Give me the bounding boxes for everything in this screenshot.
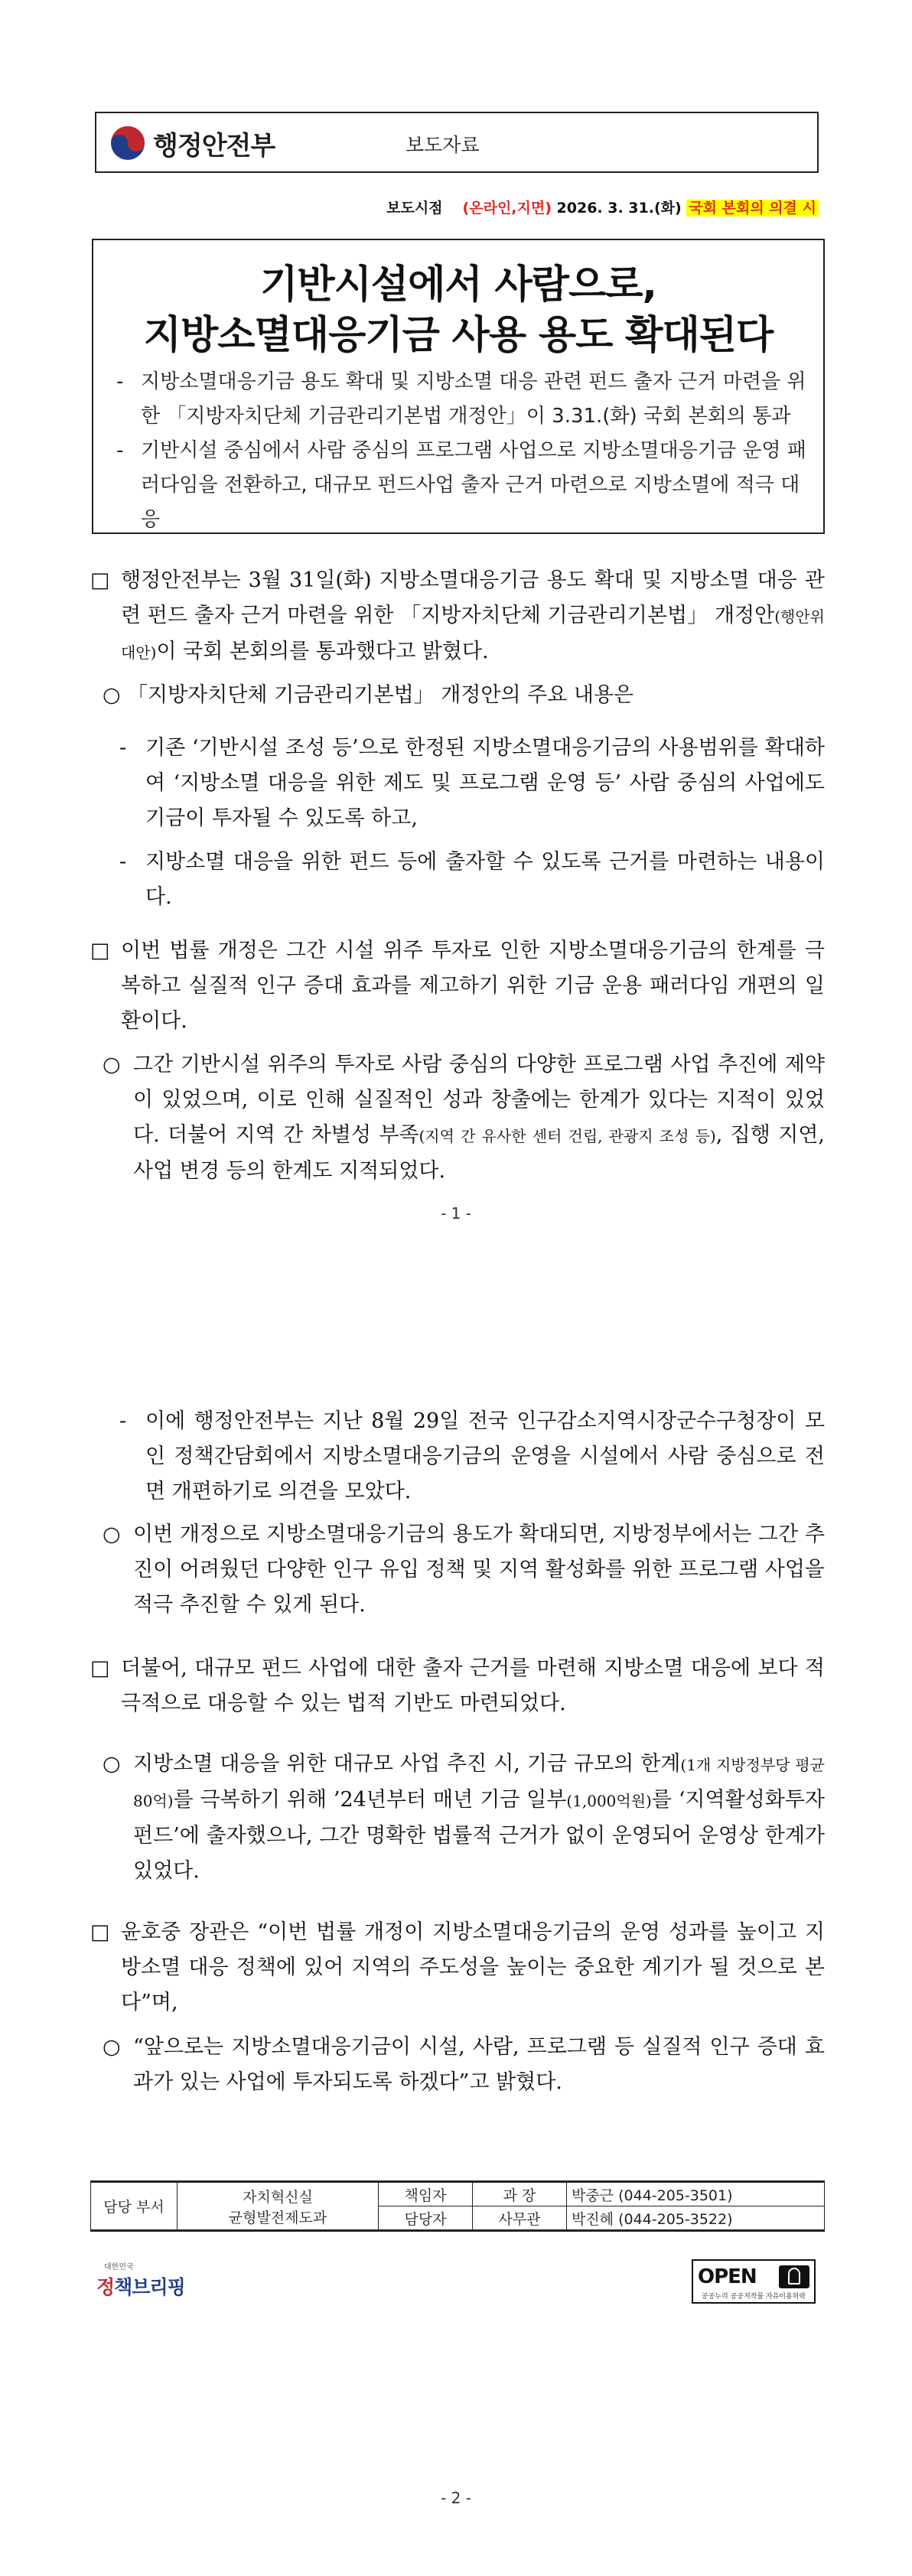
detail-text: 기존 ‘기반시설 조성 등’으로 한정된 지방소멸대응기금의 사용범위를 확대하여 ‘지방소멸 대응을 위한 제도 및 프로그램 운영 등’ 사람 중심의 사업에도 기금이 투자될 수 있도록 하고,	[145, 736, 825, 830]
sub-item-text: “앞으로는 지방소멸대응기금이 시설, 사람, 프로그램 등 실질적 인구 증대 효과가 있는 사업에 투자되도록 하겠다”고 밝혔다.	[133, 2035, 825, 2094]
paragraph-3	[90, 1651, 825, 1721]
taegeuk-emblem-icon	[110, 125, 145, 161]
subtitle-text: 지방소멸대응기금 용도 확대 및 지방소멸 대응 관련 펀드 출자 근거 마련을 위한 「지방자치단체 기금관리기본법 개정안」이 3.31.(화) 국회 본회의 통과	[141, 370, 806, 428]
attribution-icon	[779, 2265, 809, 2288]
embargo-date: 2026. 3. 31.(화)	[556, 200, 682, 217]
sub-item-text: 그간 기반시설 위주의 투자로 사람 중심의 다양한 프로그램 사업 추진에 제약이 있었으며, 이로 인해 실질적인 성과 창출에는 한계가 있다는 지적이 있었다. 더불어 지역 간 차별성 부족(지역 간 유사한 센터 건립, 관광지 조성 등), 집행 지연, 사업 변경 등의 한계도 지적되었다.	[133, 1053, 825, 1183]
page-2	[0, 1288, 912, 2576]
embargo-condition: 국회 본회의 의결 시	[686, 200, 819, 217]
box-bullet: □	[90, 1920, 110, 1944]
circle-bullet: ○	[103, 1522, 121, 1546]
circle-bullet: ○	[103, 683, 121, 707]
detail-text: 지방소멸 대응을 위한 펀드 등에 출자할 수 있도록 근거를 마련하는 내용이다.	[145, 850, 825, 909]
sub-item-text: 이번 개정으로 지방소멸대응기금의 용도가 확대되면, 지방정부에서는 그간 추진이 어려웠던 다양한 인구 유입 정책 및 지역 활성화를 위한 프로그램 사업을 적극 추진할 수 있게 된다.	[133, 1522, 825, 1617]
note-small: (지역 간 유사한 센터 건립, 관광지 조성 등)	[419, 1127, 716, 1145]
box-bullet: □	[90, 939, 110, 962]
person-cell: 박중근 (044-205-3501)	[567, 2182, 825, 2206]
paragraph-4	[90, 1915, 825, 2021]
note-small: (1,000억원)	[566, 1792, 652, 1810]
headline-line-2: 지방소멸대응기금 사용 용도 확대된다	[143, 313, 774, 358]
title-cell: 과 장	[473, 2182, 567, 2206]
sub-item-3-1	[103, 1747, 825, 1889]
table-row	[91, 2182, 825, 2206]
sub-item-4-1	[103, 2030, 825, 2100]
circle-bullet: ○	[103, 1752, 121, 1776]
header-box	[95, 112, 819, 173]
open-label: OPEN	[698, 2265, 757, 2288]
ministry-logo	[110, 124, 275, 162]
box-bullet: □	[90, 1656, 110, 1680]
sub-item-1-1	[103, 678, 825, 713]
circle-bullet: ○	[103, 1053, 121, 1076]
headline-line-1: 기반시설에서 사람으로,	[260, 262, 656, 308]
person-cell: 박진혜 (044-205-3522)	[567, 2206, 825, 2231]
dash-marker: -	[116, 370, 124, 393]
note-small: (행안위 대안)	[121, 607, 825, 662]
sub-item-2-1	[103, 1047, 825, 1189]
dept-cell: 자치혁신실 균형발전제도과	[178, 2182, 379, 2231]
detail-item-3	[119, 1404, 825, 1509]
paragraph-1	[90, 563, 825, 670]
title-box	[92, 239, 825, 534]
subtitle-2	[116, 434, 813, 537]
sub-item-text: 지방소멸 대응을 위한 대규모 사업 추진 시, 기금 규모의 한계(1개 지방정부당 평균 80억)를 극복하기 위해 ’24년부터 매년 기금 일부(1,000억원)를 ‘지역활성화투자펀드’에 출자했으나, 그간 명확한 법률적 근거가 없이 운영되어 운영상 한계가 있었다.	[133, 1752, 825, 1883]
policy-briefing-logo	[96, 2263, 185, 2300]
title-cell: 사무관	[473, 2206, 567, 2231]
paragraph-text: 더불어, 대규모 펀드 사업에 대한 출자 근거를 마련해 지방소멸 대응에 보다 적극적으로 대응할 수 있는 법적 기반도 마련되었다.	[121, 1656, 825, 1715]
detail-item-2	[119, 845, 825, 915]
paragraph-text: 이번 법률 개정은 그간 시설 위주 투자로 인한 지방소멸대응기금의 한계를 극복하고 실질적 인구 증대 효과를 제고하기 위한 기금 운용 패러다임 개편의 일환이다.	[121, 939, 825, 1033]
role-cell: 담당자	[379, 2206, 473, 2231]
paragraph-text: 행정안전부는 3월 31일(화) 지방소멸대응기금 용도 확대 및 지방소멸 대응 관련 펀드 출자 근거 마련을 위한 「지방자치단체 기금관리기본법」 개정안(행안위 대안)이 국회 본회의를 통과했다고 밝혔다.	[121, 568, 825, 663]
dash-marker: -	[116, 439, 124, 462]
role-cell: 책임자	[379, 2182, 473, 2206]
subtitle-text: 기반시설 중심에서 사람 중심의 프로그램 사업으로 지방소멸대응기금 운영 패러다임을 전환하고, 대규모 펀드사업 출자 근거 마련으로 지방소멸에 적극 대응	[141, 439, 806, 531]
dash-marker: -	[119, 850, 127, 874]
sub-item-text: 「지방자치단체 기금관리기본법」 개정안의 주요 내용은	[127, 683, 634, 707]
dept-label-cell: 담당 부서	[91, 2182, 178, 2231]
note-small: (1개 지방정부당 평균 80억)	[133, 1756, 825, 1810]
subtitle-1	[116, 365, 813, 434]
embargo-line	[386, 197, 819, 217]
circle-bullet: ○	[103, 2035, 121, 2059]
doc-type-label: 보도자료	[406, 134, 480, 156]
sub-item-2-2	[103, 1517, 825, 1623]
detail-item-1	[119, 731, 825, 836]
paragraph-2	[90, 933, 825, 1039]
embargo-label: 보도시점	[386, 200, 443, 217]
page-number-2: - 2 -	[441, 2489, 471, 2507]
embargo-media: (온라인,지면)	[462, 200, 552, 217]
box-bullet: □	[90, 568, 110, 592]
dash-marker: -	[119, 1409, 127, 1433]
kogl-open-type-badge	[692, 2259, 816, 2304]
paragraph-text: 윤호중 장관은 “이번 법률 개정이 지방소멸대응기금의 운영 성과를 높이고 지방소멸 대응 정책에 있어 지역의 주도성을 높이는 중요한 계기가 될 것으로 본다”며,	[121, 1920, 825, 2014]
brief-top-text: 대한민국	[104, 2263, 134, 2272]
detail-text: 이에 행정안전부는 지난 8월 29일 전국 인구감소지역시장군수구청장이 모인 정책간담회에서 지방소멸대응기금의 운영을 시설에서 사람 중심으로 전면 개편하기로 의견을 모았다.	[145, 1409, 825, 1503]
open-caption: 공공누리 공공저작물 자유이용허락	[701, 2293, 806, 2301]
ministry-name: 행정안전부	[153, 130, 275, 161]
brief-main-text: 정책브리핑	[96, 2276, 185, 2298]
dash-marker: -	[119, 736, 127, 760]
page-number-1: - 1 -	[441, 1204, 471, 1223]
contact-table	[90, 2180, 825, 2232]
